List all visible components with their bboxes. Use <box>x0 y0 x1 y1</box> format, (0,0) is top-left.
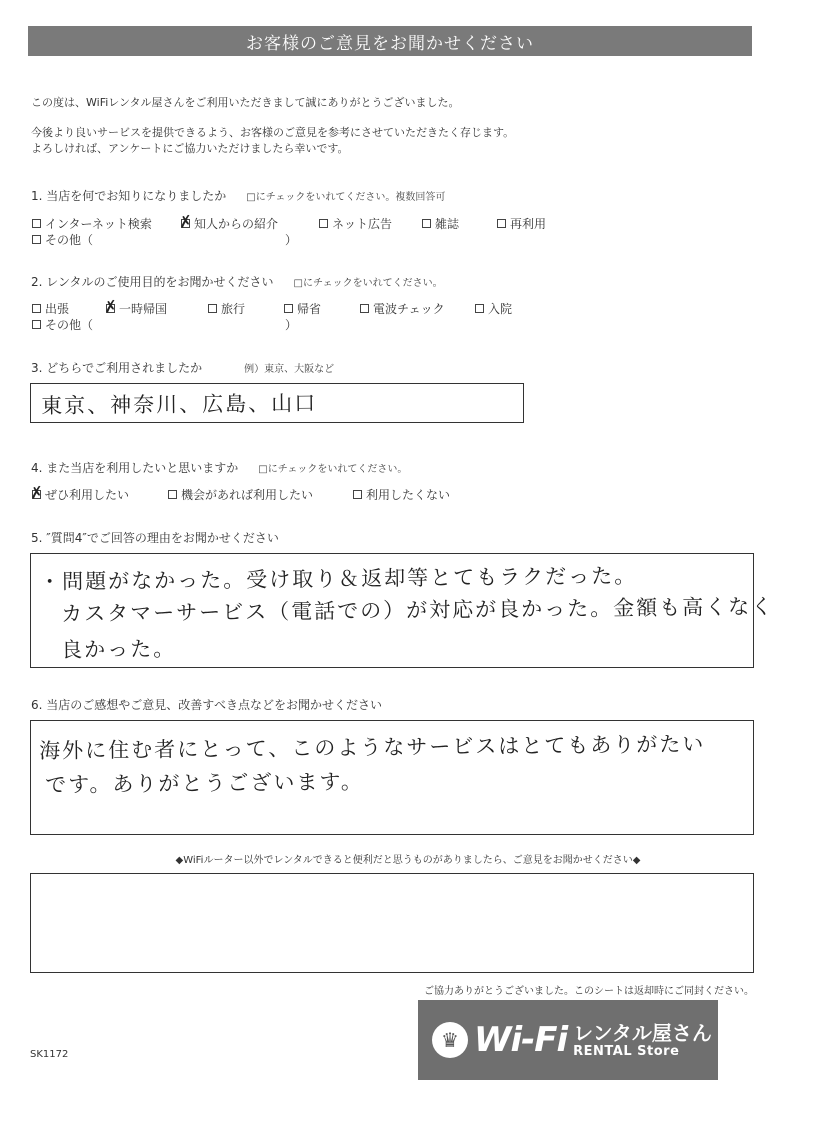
q5-handwritten-line-1: ・問題がなかった。受け取り＆返却等とてもラクだった。 <box>39 563 638 594</box>
q1-option-internet[interactable]: インターネット検索 <box>32 215 152 232</box>
q2-note: □にチェックをいれてください。 <box>293 278 443 289</box>
checkbox-checked[interactable] <box>102 296 119 317</box>
q1-option-net-ad[interactable]: ネット広告 <box>319 215 392 232</box>
q5-answer-box[interactable] <box>30 553 775 668</box>
q1-label: 1. 当店を何でお知りになりましたか □にチェックをいれてください。複数回答可 <box>31 189 446 203</box>
other-request-heading: ◆WiFiルーター以外でレンタルできると便利だと思うものがありましたら、ご意見をお聞かせください◆ <box>175 855 641 866</box>
handwritten-check-icon: ✗ <box>177 211 194 232</box>
q3-note: 例）東京、大阪など <box>244 364 335 375</box>
checkbox[interactable] <box>319 219 328 228</box>
q1-note: □にチェックをいれてください。複数回答可 <box>246 192 446 203</box>
checkbox[interactable] <box>32 219 41 228</box>
q5-label: 5. ″質問4″でご回答の理由をお聞かせください <box>31 531 279 545</box>
q3-handwritten-answer: 東京、神奈川、広島、山口 <box>41 391 318 418</box>
mascot-icon: ♛ <box>432 1022 468 1058</box>
checkbox[interactable] <box>497 219 506 228</box>
q1-other-close: ） <box>285 233 298 247</box>
intro-line-3: よろしければ、アンケートにご協力いただけましたら幸いです。 <box>31 142 349 155</box>
q4-option-if-chance[interactable]: 機会があれば利用したい <box>168 486 313 503</box>
q5-handwritten-line-3: 良かった。 <box>61 636 177 662</box>
page-title: お客様のご意見をお聞かせください <box>28 26 752 56</box>
checkbox[interactable] <box>284 304 293 313</box>
checkbox[interactable] <box>475 304 484 313</box>
q4-note: □にチェックをいれてください。 <box>258 464 408 475</box>
checkbox[interactable] <box>32 304 41 313</box>
logo-wifi-text: Wi-Fi <box>474 1020 568 1060</box>
checkbox-checked[interactable] <box>177 211 194 232</box>
sheet-code: SK1172 <box>30 1049 69 1060</box>
q4-option-definitely[interactable]: ✗ ぜひ利用したい <box>28 482 130 503</box>
intro-line-1: この度は、WiFiレンタル屋さんをご利用いただきまして誠にありがとうございました。 <box>31 96 460 109</box>
q2-option-temp-return[interactable]: ✗ 一時帰国 <box>102 296 168 317</box>
brand-logo <box>418 1000 718 1080</box>
q2-option-travel[interactable]: 旅行 <box>208 300 245 317</box>
checkbox[interactable] <box>422 219 431 228</box>
q4-label: 4. また当店を利用したいと思いますか □にチェックをいれてください。 <box>31 461 408 475</box>
checkbox[interactable] <box>32 235 41 244</box>
q2-other-close: ） <box>285 318 298 332</box>
q6-handwritten-line-1: 海外に住む者にとって、このようなサービスはとてもありがたい <box>39 732 706 763</box>
intro-line-2: 今後より良いサービスを提供できるよう、お客様のご意見を参考にさせていただきたく存じます。 <box>31 126 515 139</box>
checkbox[interactable] <box>32 320 41 329</box>
checkbox[interactable] <box>208 304 217 313</box>
q6-handwritten-line-2: です。ありがとうございます。 <box>45 769 364 797</box>
q1-option-referral[interactable]: ✗ 知人からの紹介 <box>177 211 279 232</box>
thanks-note: ご協力ありがとうございました。このシートは返却時にご同封ください。 <box>424 986 754 997</box>
q2-option-signal-check[interactable]: 電波チェック <box>360 300 445 317</box>
q2-option-other[interactable]: その他（ <box>32 316 93 333</box>
checkbox[interactable] <box>168 490 177 499</box>
checkbox-checked[interactable] <box>28 482 45 503</box>
q6-answer-box[interactable] <box>30 720 754 835</box>
q1-option-other[interactable]: その他（ <box>32 231 93 248</box>
q5-handwritten-line-2: カスタマーサービス（電話での）が対応が良かった。金額も高くなく <box>61 594 775 626</box>
handwritten-check-icon: ✗ <box>102 296 119 317</box>
logo-en-text: RENTAL Store <box>573 1043 680 1059</box>
q3-answer-box[interactable] <box>30 383 524 423</box>
q3-label: 3. どちらでご利用されましたか 例）東京、大阪など <box>31 361 335 375</box>
q2-option-business[interactable]: 出張 <box>32 300 69 317</box>
logo-jp-text: レンタル屋さん <box>573 1020 712 1045</box>
q2-option-hospital[interactable]: 入院 <box>475 300 512 317</box>
q2-option-homecoming[interactable]: 帰省 <box>284 300 321 317</box>
other-request-box[interactable] <box>30 873 754 973</box>
q1-option-reuse[interactable]: 再利用 <box>497 215 546 232</box>
checkbox[interactable] <box>353 490 362 499</box>
q2-label: 2. レンタルのご使用目的をお聞かせください □にチェックをいれてください。 <box>31 275 443 289</box>
handwritten-check-icon: ✗ <box>28 482 45 503</box>
checkbox[interactable] <box>360 304 369 313</box>
q6-label: 6. 当店のご感想やご意見、改善すべき点などをお聞かせください <box>31 698 383 712</box>
q1-option-magazine[interactable]: 雑誌 <box>422 215 459 232</box>
q4-option-no[interactable]: 利用したくない <box>353 486 450 503</box>
